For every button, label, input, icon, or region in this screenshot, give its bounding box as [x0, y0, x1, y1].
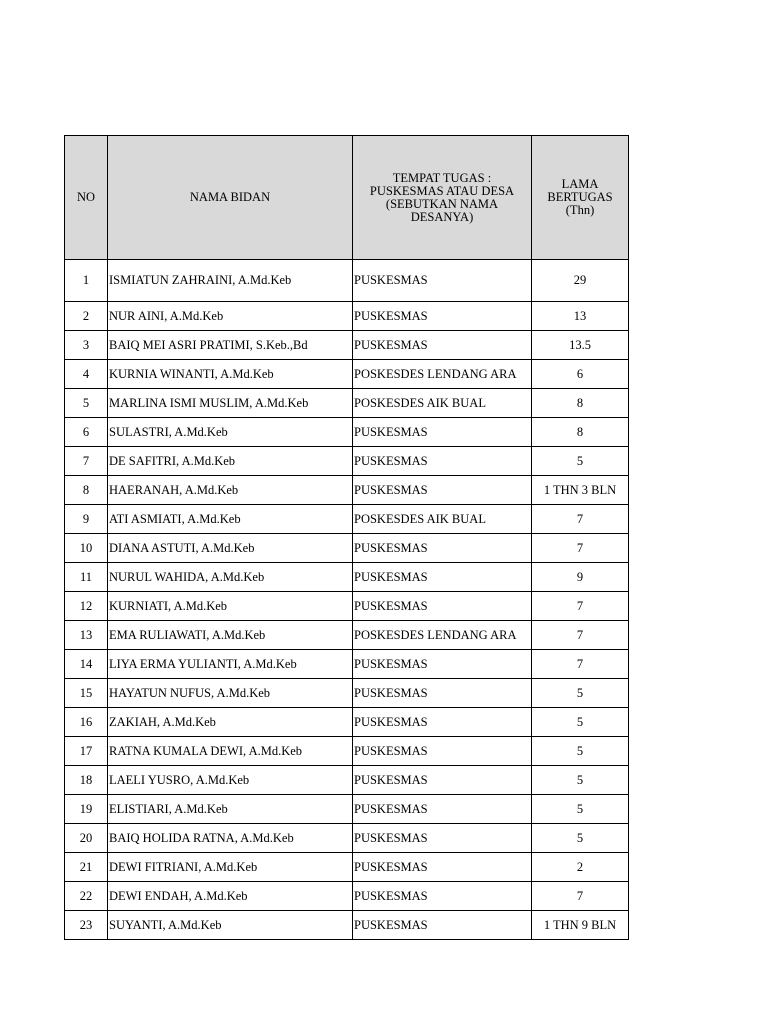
duty-place-cell: PUSKESMAS: [353, 447, 532, 476]
header-no: NO: [65, 136, 108, 260]
row-number-cell: 23: [65, 911, 108, 940]
duty-duration-cell: 5: [532, 795, 629, 824]
row-number-cell: 5: [65, 389, 108, 418]
midwife-table-container: [64, 135, 629, 940]
midwife-table: [64, 135, 629, 940]
duty-place-cell: PUSKESMAS: [353, 331, 532, 360]
row-number-cell: 12: [65, 592, 108, 621]
row-number-cell: 6: [65, 418, 108, 447]
table-row: [65, 911, 629, 940]
table-header-row: [65, 136, 629, 260]
duty-place-cell: PUSKESMAS: [353, 563, 532, 592]
row-number-cell: 9: [65, 505, 108, 534]
duty-place-cell: PUSKESMAS: [353, 650, 532, 679]
midwife-name-cell: ZAKIAH, A.Md.Keb: [108, 708, 353, 737]
duty-duration-cell: 5: [532, 447, 629, 476]
row-number-cell: 17: [65, 737, 108, 766]
table-row: [65, 360, 629, 389]
midwife-name-cell: NURUL WAHIDA, A.Md.Keb: [108, 563, 353, 592]
row-number-cell: 18: [65, 766, 108, 795]
midwife-name-cell: DEWI FITRIANI, A.Md.Keb: [108, 853, 353, 882]
table-row: [65, 737, 629, 766]
duty-place-cell: PUSKESMAS: [353, 534, 532, 563]
duty-place-cell: PUSKESMAS: [353, 260, 532, 302]
duty-place-cell: POSKESDES AIK BUAL: [353, 389, 532, 418]
midwife-name-cell: SULASTRI, A.Md.Keb: [108, 418, 353, 447]
duty-place-cell: PUSKESMAS: [353, 708, 532, 737]
duty-place-cell: POSKESDES AIK BUAL: [353, 505, 532, 534]
midwife-name-cell: MARLINA ISMI MUSLIM, A.Md.Keb: [108, 389, 353, 418]
duty-place-cell: POSKESDES LENDANG ARA: [353, 360, 532, 389]
table-row: [65, 592, 629, 621]
midwife-name-cell: LAELI YUSRO, A.Md.Keb: [108, 766, 353, 795]
duty-place-cell: PUSKESMAS: [353, 882, 532, 911]
row-number-cell: 16: [65, 708, 108, 737]
duty-duration-cell: 5: [532, 737, 629, 766]
table-row: [65, 331, 629, 360]
duty-duration-cell: 6: [532, 360, 629, 389]
table-row: [65, 260, 629, 302]
duty-duration-cell: 13.5: [532, 331, 629, 360]
table-row: [65, 563, 629, 592]
duty-duration-cell: 7: [532, 592, 629, 621]
row-number-cell: 7: [65, 447, 108, 476]
duty-duration-cell: 7: [532, 621, 629, 650]
row-number-cell: 21: [65, 853, 108, 882]
row-number-cell: 2: [65, 302, 108, 331]
midwife-name-cell: KURNIA WINANTI, A.Md.Keb: [108, 360, 353, 389]
duty-place-cell: PUSKESMAS: [353, 302, 532, 331]
midwife-name-cell: HAYATUN NUFUS, A.Md.Keb: [108, 679, 353, 708]
table-row: [65, 679, 629, 708]
row-number-cell: 4: [65, 360, 108, 389]
duty-duration-cell: 2: [532, 853, 629, 882]
row-number-cell: 14: [65, 650, 108, 679]
table-body: [65, 260, 629, 940]
duty-duration-cell: 7: [532, 882, 629, 911]
midwife-name-cell: DE SAFITRI, A.Md.Keb: [108, 447, 353, 476]
duty-place-cell: PUSKESMAS: [353, 476, 532, 505]
duty-duration-cell: 5: [532, 708, 629, 737]
duty-duration-cell: 5: [532, 679, 629, 708]
row-number-cell: 20: [65, 824, 108, 853]
row-number-cell: 22: [65, 882, 108, 911]
table-row: [65, 708, 629, 737]
row-number-cell: 3: [65, 331, 108, 360]
duty-place-cell: PUSKESMAS: [353, 766, 532, 795]
midwife-name-cell: KURNIATI, A.Md.Keb: [108, 592, 353, 621]
header-name: NAMA BIDAN: [108, 136, 353, 260]
duty-duration-cell: 29: [532, 260, 629, 302]
duty-place-cell: PUSKESMAS: [353, 853, 532, 882]
duty-duration-cell: 1 THN 9 BLN: [532, 911, 629, 940]
midwife-name-cell: HAERANAH, A.Md.Keb: [108, 476, 353, 505]
table-row: [65, 882, 629, 911]
table-row: [65, 476, 629, 505]
row-number-cell: 8: [65, 476, 108, 505]
duty-duration-cell: 9: [532, 563, 629, 592]
table-row: [65, 505, 629, 534]
header-place: TEMPAT TUGAS : PUSKESMAS ATAU DESA (SEBUTKAN NAMA DESANYA): [353, 136, 532, 260]
midwife-name-cell: LIYA ERMA YULIANTI, A.Md.Keb: [108, 650, 353, 679]
midwife-name-cell: EMA RULIAWATI, A.Md.Keb: [108, 621, 353, 650]
midwife-name-cell: RATNA KUMALA DEWI, A.Md.Keb: [108, 737, 353, 766]
table-row: [65, 853, 629, 882]
midwife-name-cell: ATI ASMIATI, A.Md.Keb: [108, 505, 353, 534]
row-number-cell: 19: [65, 795, 108, 824]
table-row: [65, 418, 629, 447]
duty-duration-cell: 8: [532, 389, 629, 418]
row-number-cell: 1: [65, 260, 108, 302]
duty-place-cell: PUSKESMAS: [353, 795, 532, 824]
midwife-name-cell: DEWI ENDAH, A.Md.Keb: [108, 882, 353, 911]
duty-place-cell: PUSKESMAS: [353, 911, 532, 940]
table-row: [65, 389, 629, 418]
duty-duration-cell: 5: [532, 766, 629, 795]
duty-place-cell: PUSKESMAS: [353, 824, 532, 853]
row-number-cell: 13: [65, 621, 108, 650]
table-row: [65, 766, 629, 795]
table-row: [65, 534, 629, 563]
duty-place-cell: PUSKESMAS: [353, 418, 532, 447]
row-number-cell: 15: [65, 679, 108, 708]
midwife-name-cell: BAIQ MEI ASRI PRATIMI, S.Keb.,Bd: [108, 331, 353, 360]
table-row: [65, 621, 629, 650]
midwife-name-cell: DIANA ASTUTI, A.Md.Keb: [108, 534, 353, 563]
table-row: [65, 824, 629, 853]
midwife-name-cell: ISMIATUN ZAHRAINI, A.Md.Keb: [108, 260, 353, 302]
row-number-cell: 11: [65, 563, 108, 592]
duty-place-cell: PUSKESMAS: [353, 592, 532, 621]
duty-duration-cell: 7: [532, 650, 629, 679]
table-row: [65, 650, 629, 679]
duty-duration-cell: 13: [532, 302, 629, 331]
midwife-name-cell: ELISTIARI, A.Md.Keb: [108, 795, 353, 824]
duty-place-cell: PUSKESMAS: [353, 679, 532, 708]
duty-place-cell: POSKESDES LENDANG ARA: [353, 621, 532, 650]
duty-place-cell: PUSKESMAS: [353, 737, 532, 766]
table-row: [65, 447, 629, 476]
table-row: [65, 302, 629, 331]
duty-duration-cell: 1 THN 3 BLN: [532, 476, 629, 505]
duty-duration-cell: 7: [532, 534, 629, 563]
row-number-cell: 10: [65, 534, 108, 563]
midwife-name-cell: NUR AINI, A.Md.Keb: [108, 302, 353, 331]
duty-duration-cell: 8: [532, 418, 629, 447]
duty-duration-cell: 7: [532, 505, 629, 534]
duty-duration-cell: 5: [532, 824, 629, 853]
header-duration: LAMA BERTUGAS (Thn): [532, 136, 629, 260]
table-row: [65, 795, 629, 824]
midwife-name-cell: BAIQ HOLIDA RATNA, A.Md.Keb: [108, 824, 353, 853]
midwife-name-cell: SUYANTI, A.Md.Keb: [108, 911, 353, 940]
